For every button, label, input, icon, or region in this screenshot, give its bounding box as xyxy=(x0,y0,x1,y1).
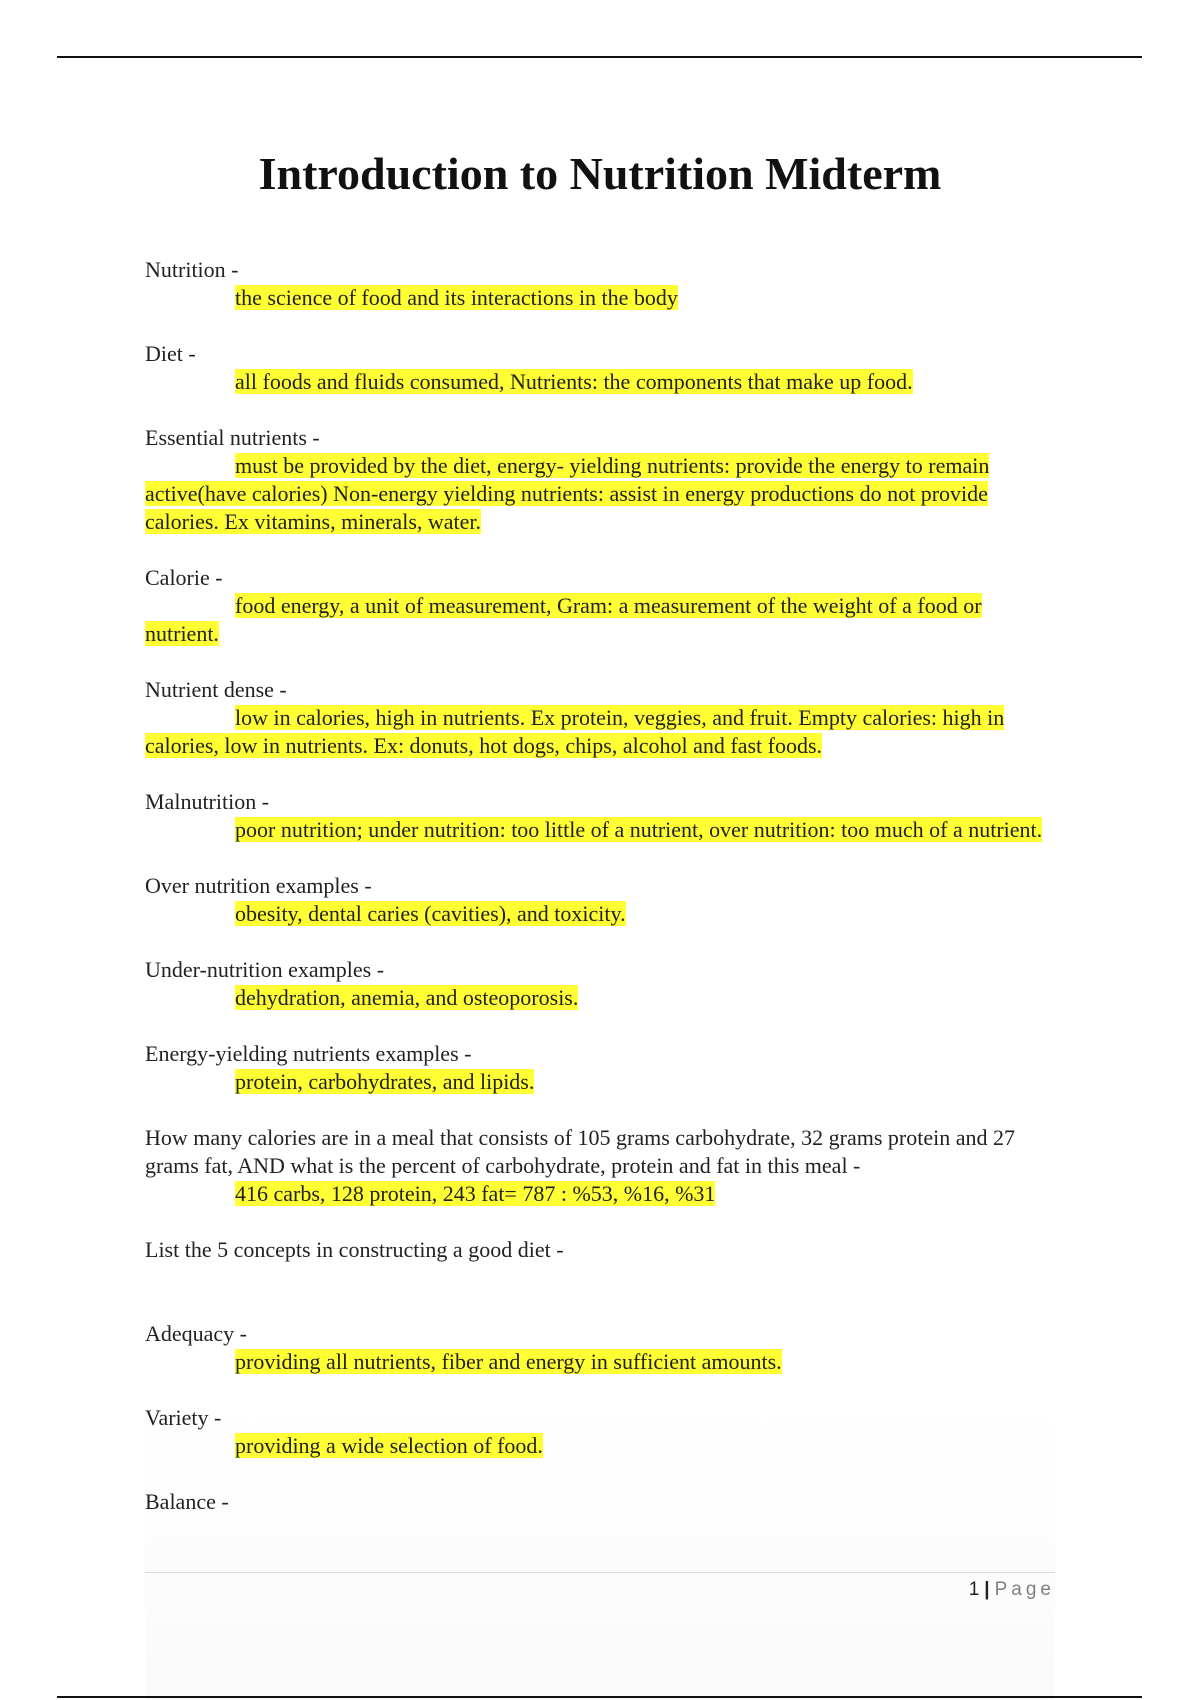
footer-bottom-rule xyxy=(57,1696,1142,1698)
entry-over-nutrition-examples xyxy=(145,872,1050,928)
entry-adequacy xyxy=(145,1320,1050,1376)
page-label: Page xyxy=(994,1579,1055,1600)
entry-nutrition xyxy=(145,256,1050,312)
entry-calorie-calculation xyxy=(145,1124,1050,1208)
entry-term: Malnutrition - xyxy=(145,789,270,814)
entry-diet xyxy=(145,340,1050,396)
entry-definition xyxy=(145,452,1050,536)
entry-term: How many calories are in a meal that consists of 105 grams carbohydrate, 32 grams protein and 27 grams fat, AND what is the percent of carbohydrate, protein and fat in this meal - xyxy=(145,1125,1015,1178)
highlighted-answer: protein, carbohydrates, and lipids. xyxy=(235,1069,535,1094)
entry-definition xyxy=(145,1180,1050,1208)
entry-variety xyxy=(145,1404,1050,1460)
entry-balance xyxy=(145,1488,1050,1516)
entry-definition xyxy=(145,984,1050,1012)
highlighted-answer: food energy, a unit of measurement, Gram: a measurement of the weight of a food or nutrient. xyxy=(145,593,982,646)
page-separator: | xyxy=(984,1579,990,1600)
entry-term: Over nutrition examples - xyxy=(145,873,372,898)
highlighted-answer: poor nutrition; under nutrition: too little of a nutrient, over nutrition: too much of a nutrient. xyxy=(235,817,1043,842)
entry-term: Nutrition - xyxy=(145,257,239,282)
highlighted-answer: the science of food and its interactions in the body xyxy=(235,285,678,310)
entry-nutrient-dense xyxy=(145,676,1050,760)
entry-term: List the 5 concepts in constructing a good diet - xyxy=(145,1237,564,1262)
highlighted-answer: must be provided by the diet, energy- yielding nutrients: provide the energy to remain active(have calories) Non-energy yielding nutrients: assist in energy productions do not provide calories. Ex vitamins, minerals, water. xyxy=(145,453,990,534)
entry-calorie xyxy=(145,564,1050,648)
entry-definition xyxy=(145,704,1050,760)
highlighted-answer: dehydration, anemia, and osteoporosis. xyxy=(235,985,579,1010)
entry-term: Variety - xyxy=(145,1405,222,1430)
entry-definition xyxy=(145,1432,1050,1460)
highlighted-answer: 416 carbs, 128 protein, 243 fat= 787 : %53, %16, %31 xyxy=(235,1181,716,1206)
footer-rule xyxy=(145,1572,1055,1573)
page-number: 1 xyxy=(968,1579,980,1600)
entry-definition xyxy=(145,900,1050,928)
document-body xyxy=(145,256,1050,1544)
entry-definition xyxy=(145,284,1050,312)
entry-five-concepts xyxy=(145,1236,1050,1264)
entry-term: Adequacy - xyxy=(145,1321,248,1346)
entry-term: Calorie - xyxy=(145,565,223,590)
entry-definition xyxy=(145,816,1050,844)
highlighted-answer: providing a wide selection of food. xyxy=(235,1433,543,1458)
entry-energy-yielding-examples xyxy=(145,1040,1050,1096)
highlighted-answer: low in calories, high in nutrients. Ex protein, veggies, and fruit. Empty calories: high in calories, low in nutrients. Ex: donuts, hot dogs, chips, alcohol and fast foods. xyxy=(145,705,1005,758)
entry-definition xyxy=(145,1068,1050,1096)
entry-term: Essential nutrients - xyxy=(145,425,320,450)
entry-under-nutrition-examples xyxy=(145,956,1050,1012)
entry-term: Diet - xyxy=(145,341,196,366)
highlighted-answer: providing all nutrients, fiber and energy in sufficient amounts. xyxy=(235,1349,782,1374)
entry-term: Under-nutrition examples - xyxy=(145,957,385,982)
entry-definition xyxy=(145,368,1050,396)
page-footer xyxy=(969,1578,1055,1602)
highlighted-answer: all foods and fluids consumed, Nutrients: the components that make up food. xyxy=(235,369,913,394)
entry-term: Energy-yielding nutrients examples - xyxy=(145,1041,472,1066)
document-title: Introduction to Nutrition Midterm xyxy=(258,148,942,199)
entry-definition xyxy=(145,592,1050,648)
entry-term: Balance - xyxy=(145,1489,229,1514)
highlighted-answer: obesity, dental caries (cavities), and toxicity. xyxy=(235,901,626,926)
entry-term: Nutrient dense - xyxy=(145,677,287,702)
header-rule xyxy=(57,56,1142,58)
entry-definition xyxy=(145,1348,1050,1376)
entry-essential-nutrients xyxy=(145,424,1050,536)
entry-malnutrition xyxy=(145,788,1050,844)
